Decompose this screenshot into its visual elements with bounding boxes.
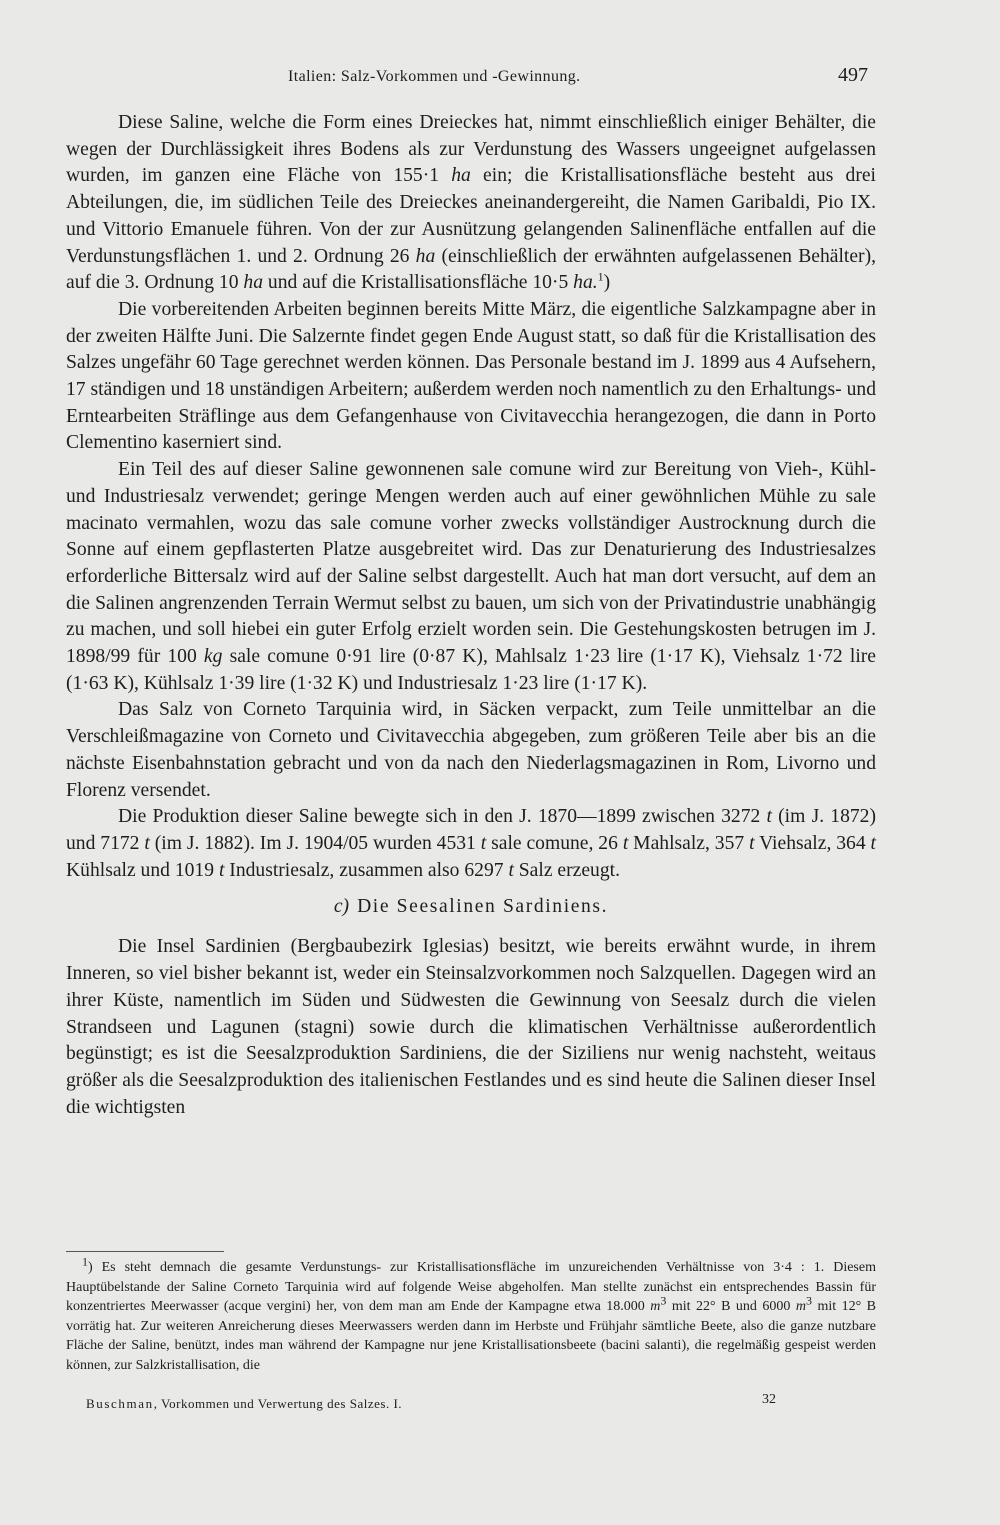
- unit-t: t: [508, 859, 514, 881]
- printer-imprint: [86, 1396, 402, 1412]
- text-run: ein; die Kristallisationsfläche besteht aus drei Abteilungen, die, im südlichen Teile des Dreieckes aneinandergereiht, die Namen Garibaldi, Pio IX. und Vittorio Emanuele führen. Von der zur Ausnützung gelangenden Salinenfläche entfallen auf die Verdunstungsflächen 1. und 2. Ordnung 26: [66, 165, 876, 267]
- unit-m: m: [795, 1299, 806, 1315]
- text-run: Salz erzeugt.: [513, 859, 620, 881]
- page-number: 497: [838, 64, 868, 86]
- text-run: Ein Teil des auf dieser Saline gewonnenen sale comune wird zur Bereitung von Vieh-, Kühl- und Industriesalz verwendet; geringe Mengen werden auch auf einer gewöhnlichen Mühle zu sale macinato vermahlen, wozu das sale comune vorher zwecks vollständiger Austrocknung durch die Sonne auf einem gepflasterten Platze ausgebreitet wird. Das zur Denaturierung des Industriesalzes erforderliche Bittersalz wird auf der Saline selbst dargestellt. Auch hat man dort versucht, auf dem an die Salinen angrenzenden Terrain Wermut selbst zu bauen, um sich von der Privatindustrie unabhängig zu machen, und soll hiebei ein guter Erfolg erzielt worden sein. Die Gestehungskosten betrugen im J. 1898/99 für 100: [66, 459, 876, 668]
- footnote-divider: [66, 1251, 224, 1252]
- text-run: und auf die Kristallisationsfläche 10·5: [263, 272, 574, 294]
- unit-ha: ha.: [573, 272, 598, 294]
- unit-t: t: [622, 832, 629, 854]
- text-run: (im J. 1872) und 7172: [66, 806, 876, 854]
- unit-t: t: [218, 859, 225, 881]
- imprint-author: Buschman: [86, 1396, 154, 1411]
- exponent: 3: [660, 1293, 667, 1308]
- text-run: mit 22° B und 6000: [666, 1299, 796, 1315]
- section-title: Die Seesalinen Sardiniens.: [357, 896, 609, 918]
- exponent: 3: [805, 1293, 812, 1308]
- unit-t: t: [480, 832, 487, 854]
- text-run: Mahlsalz, 357: [628, 832, 750, 854]
- text-run: Industriesalz, zusammen also 6297: [224, 859, 509, 881]
- section-letter: c): [333, 896, 350, 918]
- paragraph-distribution: Das Salz von Corneto Tarquinia wird, in Säcken verpackt, zum Teile unmittelbar an die Verschleißmagazine von Corneto und Civitavecchia abgegeben, zum größeren Teile aber bis an die nächste Eisenbahnstation gebracht und von da nach den Niederlagsmagazinen in Rom, Livorno und Florenz versendet.: [66, 699, 876, 801]
- footnote-marker: 1: [82, 1254, 88, 1269]
- paragraph-saline-area: [66, 110, 876, 297]
- unit-m: m: [650, 1299, 661, 1315]
- running-title: Italien: Salz-Vorkommen und -Gewinnung.: [288, 68, 581, 85]
- imprint-title: , Vorkommen und Verwertung des Salzes. I.: [153, 1396, 403, 1411]
- text-run: Kühlsalz und 1019: [66, 859, 219, 881]
- unit-t: t: [749, 832, 755, 854]
- sheet-number: 32: [762, 1392, 776, 1407]
- unit-ha: ha: [451, 165, 471, 187]
- text-run: (im J. 1882). Im J. 1904/05 wurden 4531: [149, 832, 481, 854]
- main-text: [66, 110, 876, 1121]
- paragraph-salt-types: [66, 457, 876, 697]
- unit-t: t: [766, 806, 772, 828]
- paragraph-campaign: Die vorbereitenden Arbeiten beginnen bereits Mitte März, die eigentliche Salzkampagne aber in der zweiten Hälfte Juni. Die Salzernte findet gegen Ende August statt, so daß für die Kristallisation des Salzes ungefähr 60 Tage gerechnet werden können. Das Personale bestand im J. 1899 aus 4 Aufsehern, 17 ständigen und 18 unständigen Arbeitern; außerdem werden noch namentlich zu den Erhaltungs- und Erntearbeiten Sträflinge aus dem Gefangenhause von Civitavecchia herangezogen, die dann in Porto Clementino kaserniert sind.: [66, 298, 876, 454]
- text-run: mit 12° B vorrätig hat. Zur weiteren Anreicherung dieses Meerwassers werden dann im Herbste und Frühjahr sämtliche Beete, also die ganze nutzbare Fläche der Saline, benützt, indes man während der Kampagne nur jene Kristallisationsbeete (bacini salanti), die regelmäßig gespeist werden können, zur Salzkristallisation, die: [66, 1299, 876, 1373]
- footnote-ref: 1: [597, 269, 604, 284]
- text-run: Die Produktion dieser Saline bewegte sich in den J. 1870—1899 zwischen 3272: [118, 806, 767, 828]
- text-run: ): [603, 272, 611, 294]
- unit-ha: ha: [415, 245, 436, 267]
- footnote: [66, 1254, 876, 1376]
- text-run: Viehsalz, 364: [754, 832, 871, 854]
- section-heading: [66, 894, 876, 920]
- text-run: Diese Saline, welche die Form eines Dreieckes hat, nimmt einschließlich einiger Behälter, die wegen der Durchlässigkeit ihres Bodens als zur Verdunstung des Wassers ungeeignet aufgelassen wurden, im ganzen eine Fläche von 155·1: [66, 112, 876, 187]
- unit-kg: kg: [203, 646, 223, 668]
- paragraph-sardinia: Die Insel Sardinien (Bergbaubezirk Iglesias) besitzt, wie bereits erwähnt wurde, in ihrem Inneren, so viel bisher bekannt ist, weder ein Steinsalzvorkommen noch Salzquellen. Dagegen wird an ihrer Küste, namentlich im Süden und Südwesten die Gewinnung von Seesalz durch die vielen Strandseen und Lagunen (stagni) sowie durch die klimatischen Verhältnisse außerordentlich begünstigt; es ist die Seesalzproduktion Sardiniens, die der Siziliens nur wenig nachsteht, weitaus größer als die Seesalzproduktion des italienischen Festlandes und es sind heute die Salinen dieser Insel die wichtigsten: [66, 936, 876, 1118]
- paragraph-production: [66, 804, 876, 884]
- text-run: sale comune 0·91 lire (0·87 K), Mahlsalz 1·23 lire (1·17 K), Viehsalz 1·72 lire (1·63 K), Kühlsalz 1·39 lire (1·32 K) und Industriesalz 1·23 lire (1·17 K).: [66, 646, 876, 694]
- unit-ha: ha: [243, 272, 263, 294]
- text-run: ) Es steht demnach die gesamte Verdunstungs- zur Kristallisationsfläche im unzureichenden Verhältnisse von 3·4 : 1. Diesem Hauptübelstande der Saline Corneto Tarquinia wird auf folgende Weise abgeholfen. Man stellte zunächst ein entsprechendes Bassin für konzentriertes Meerwasser (acque vergini) her, von dem man am Ende der Kampagne etwa 18.000: [66, 1260, 876, 1315]
- unit-t: t: [144, 832, 150, 854]
- unit-t: t: [870, 832, 876, 854]
- text-run: sale comune, 26: [486, 832, 623, 854]
- text-run: (einschließlich der erwähnten aufgelassenen Behälter), auf die 3. Ordnung 10: [66, 245, 876, 294]
- page-header: [64, 62, 876, 92]
